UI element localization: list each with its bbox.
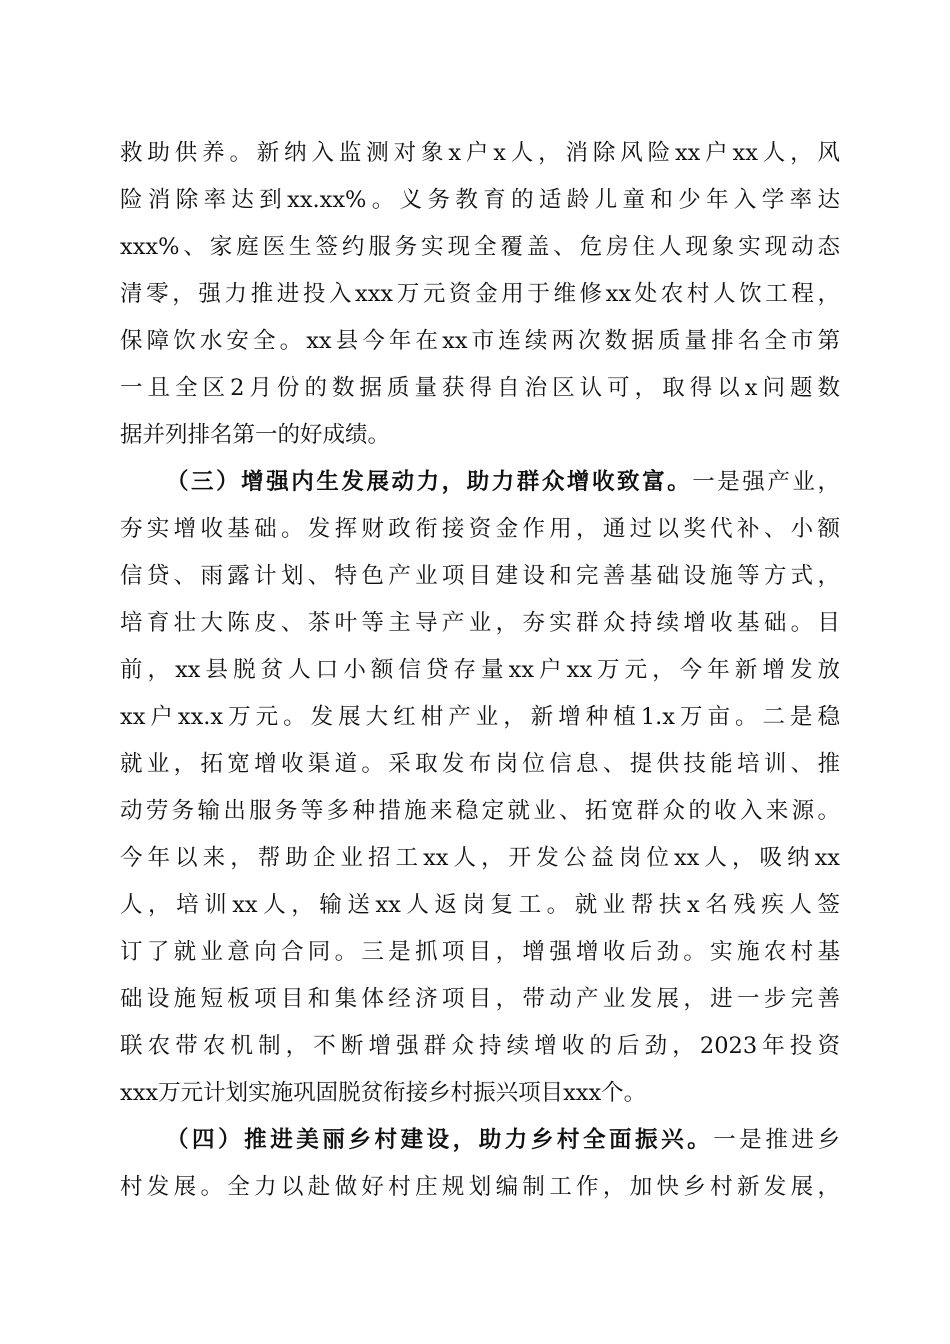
paragraph-line: 信贷、雨露计划、特色产业项目建设和完善基础设施等方式， (120, 563, 840, 589)
section-heading-4-title: （四）推进美丽乡村建设，助力乡村全面振兴。 (166, 1127, 714, 1153)
paragraph-line: xxx%、家庭医生签约服务实现全覆盖、危房住人现象实现动态 (120, 234, 840, 260)
paragraph-line: 今年以来，帮助企业招工xx人，开发公益岗位xx人，吸纳xx (120, 845, 840, 871)
paragraph-line: 险消除率达到xx.xx%。义务教育的适龄儿童和少年入学率达 (120, 187, 840, 213)
paragraph-line: 保障饮水安全。xx县今年在xx市连续两次数据质量排名全市第 (120, 328, 840, 354)
paragraph-line: xxx万元计划实施巩固脱贫衔接乡村振兴项目xxx个。 (120, 1080, 647, 1106)
paragraph-line: 据并列排名第一的好成绩。 (120, 422, 391, 448)
paragraph-line: 清零，强力推进投入xxx万元资金用于维修xx处农村人饮工程， (120, 281, 840, 307)
section-heading-3-text: 一是强产业， (692, 469, 840, 495)
paragraph-line: 就业，拓宽增收渠道。采取发布岗位信息、提供技能培训、推 (120, 751, 840, 777)
paragraph-line: 培育壮大陈皮、茶叶等主导产业，夯实群众持续增收基础。目 (120, 610, 840, 636)
paragraph-line: 村发展。全力以赴做好村庄规划编制工作，加快乡村新发展， (120, 1174, 840, 1200)
paragraph-line: 一且全区2月份的数据质量获得自治区认可，取得以x问题数 (120, 375, 840, 401)
paragraph-line: 救助供养。新纳入监测对象x户x人，消除风险xx户xx人，风 (120, 140, 840, 166)
paragraph-line: xx户xx.x万元。发展大红柑产业，新增种植1.x万亩。二是稳 (120, 704, 840, 730)
section-heading-3 (166, 462, 840, 502)
section-heading-4 (166, 1120, 840, 1160)
paragraph-line: 夯实增收基础。发挥财政衔接资金作用，通过以奖代补、小额 (120, 516, 840, 542)
section-heading-4-text: 一是推进乡 (713, 1127, 840, 1153)
paragraph-line: 础设施短板项目和集体经济项目，带动产业发展，进一步完善 (120, 986, 840, 1012)
paragraph-line: 订了就业意向合同。三是抓项目，增强增收后劲。实施农村基 (120, 939, 840, 965)
section-heading-3-title: （三）增强内生发展动力，助力群众增收致富。 (166, 469, 693, 495)
paragraph-line: 前，xx县脱贫人口小额信贷存量xx户xx万元，今年新增发放 (120, 657, 840, 683)
paragraph-line: 动劳务输出服务等多种措施来稳定就业、拓宽群众的收入来源。 (120, 798, 840, 824)
paragraph-line: 联农带农机制，不断增强群众持续增收的后劲，2023年投资 (120, 1033, 840, 1059)
paragraph-line: 人，培训xx人，输送xx人返岗复工。就业帮扶x名残疾人签 (120, 892, 840, 918)
